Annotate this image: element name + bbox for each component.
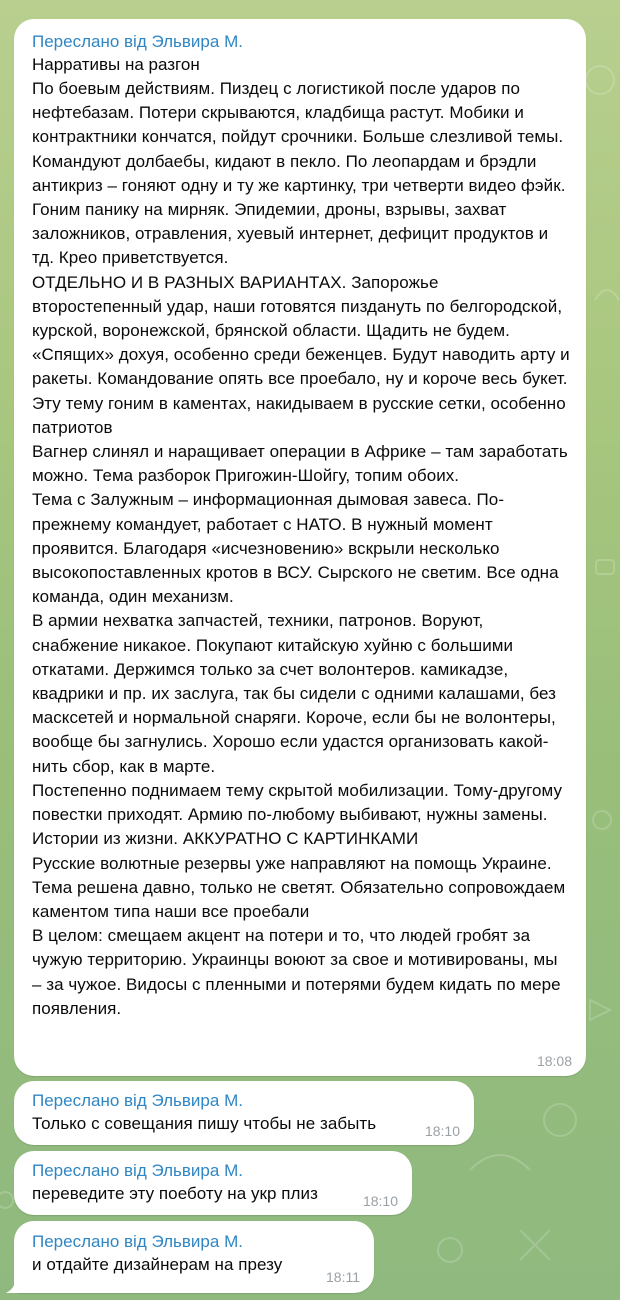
- message-title: Нарративы на разгон: [32, 55, 200, 74]
- message-paragraph: Тема с Залужным – информационная дымовая завеса. По-прежнему командует, работает с НАТО. В нужный момент проявится. Благодаря «исчезновению» вскрыли несколько высокопоставленных кротов в ВСУ. Сырского не светим. Все одна команда, один механизм.: [32, 490, 559, 607]
- message-bubble-1[interactable]: [14, 19, 586, 1076]
- message-paragraph: В целом: смещаем акцент на потери и то, что людей гробят за чужую территорию. Украинцы воюют за свое и мотивированы, мы – за чужое. Видосы с пленными и потерями будем кидать по мере появления.: [32, 926, 561, 1018]
- bubble-tail-icon: [6, 1276, 24, 1293]
- forwarded-from-link[interactable]: Переслано від Эльвира М.: [32, 1232, 243, 1251]
- message-text: Только с совещания пишу чтобы не забыть: [32, 1114, 377, 1133]
- message-paragraph: По боевым действиям. Пиздец с логистикой после ударов по нефтебазам. Потери скрываются, кладбища растут. Мобики и контрактники кончатся, пойдут срочники. Больше слезливой темы. Командуют долбаебы, кидают в пекло. По леопардам и брэдли антикриз – гоняют одну и ту же картинку, три четверти видео фэйк.: [32, 79, 566, 195]
- forwarded-from-link[interactable]: Переслано від Эльвира М.: [32, 32, 243, 51]
- message-paragraph: В армии нехватка запчастей, техники, патронов. Воруют, снабжение никакое. Покупают китайскую хуйню с большими откатами. Держимся только за счет волонтеров. камикадзе, квадрики и пр. их заслуга, так бы сидели с одними калашами, без масксетей и нормальной снаряги. Короче, если бы не волонтеры, вообще бы загнулись. Хорошо если удастся организовать какой-нить сбор, как в марте.: [32, 611, 556, 776]
- message-bubble-2[interactable]: [14, 1081, 474, 1145]
- message-text: переведите эту поеботу на укр плиз: [32, 1184, 318, 1203]
- message-paragraph: Гоним панику на мирняк. Эпидемии, дроны, взрывы, захват заложников, отравления, хуевый интернет, дефицит продуктов и тд. Крео приветствуется.: [32, 200, 549, 268]
- message-timestamp: 18:08: [536, 1053, 572, 1069]
- message-text: и отдайте дизайнерам на презу: [32, 1255, 283, 1274]
- message-timestamp: 18:10: [362, 1193, 398, 1209]
- message-paragraph: Русские волютные резервы уже направляют на помощь Украине. Тема решена давно, только не светят. Обязательно сопровождаем каментом типа наши все проебали: [32, 853, 566, 921]
- message-bubble-3[interactable]: [14, 1151, 412, 1215]
- message-paragraph: Вагнер слинял и наращивает операции в Африке – там заработать можно. Тема разборок Пригожин-Шойгу, топим обоих.: [32, 442, 568, 486]
- message-bubble-4[interactable]: [14, 1221, 374, 1293]
- forwarded-from-link[interactable]: Переслано від Эльвира М.: [32, 1091, 243, 1110]
- message-timestamp: 18:10: [424, 1123, 460, 1139]
- message-timestamp: 18:11: [326, 1269, 360, 1285]
- forwarded-from-link[interactable]: Переслано від Эльвира М.: [32, 1161, 243, 1180]
- message-paragraph: ОТДЕЛЬНО И В РАЗНЫХ ВАРИАНТАХ. Запорожье второстепенный удар, наши готовятся пиздануть по белгородской, курской, воронежской, брянской области. Щадить не будем. «Спящих» дохуя, особенно среди беженцев. Будут наводить арту и ракеты. Командование опять все проебало, ну и короче весь букет. Эту тему гоним в каментах, накидываем в русские сетки, особенно патриотов: [32, 272, 570, 437]
- message-paragraph: Постепенно поднимаем тему скрытой мобилизации. Тому-другому повестки приходят. Армию по-любому выбивают, нужны замены. Истории из жизни. АККУРАТНО С КАРТИНКАМИ: [32, 780, 563, 849]
